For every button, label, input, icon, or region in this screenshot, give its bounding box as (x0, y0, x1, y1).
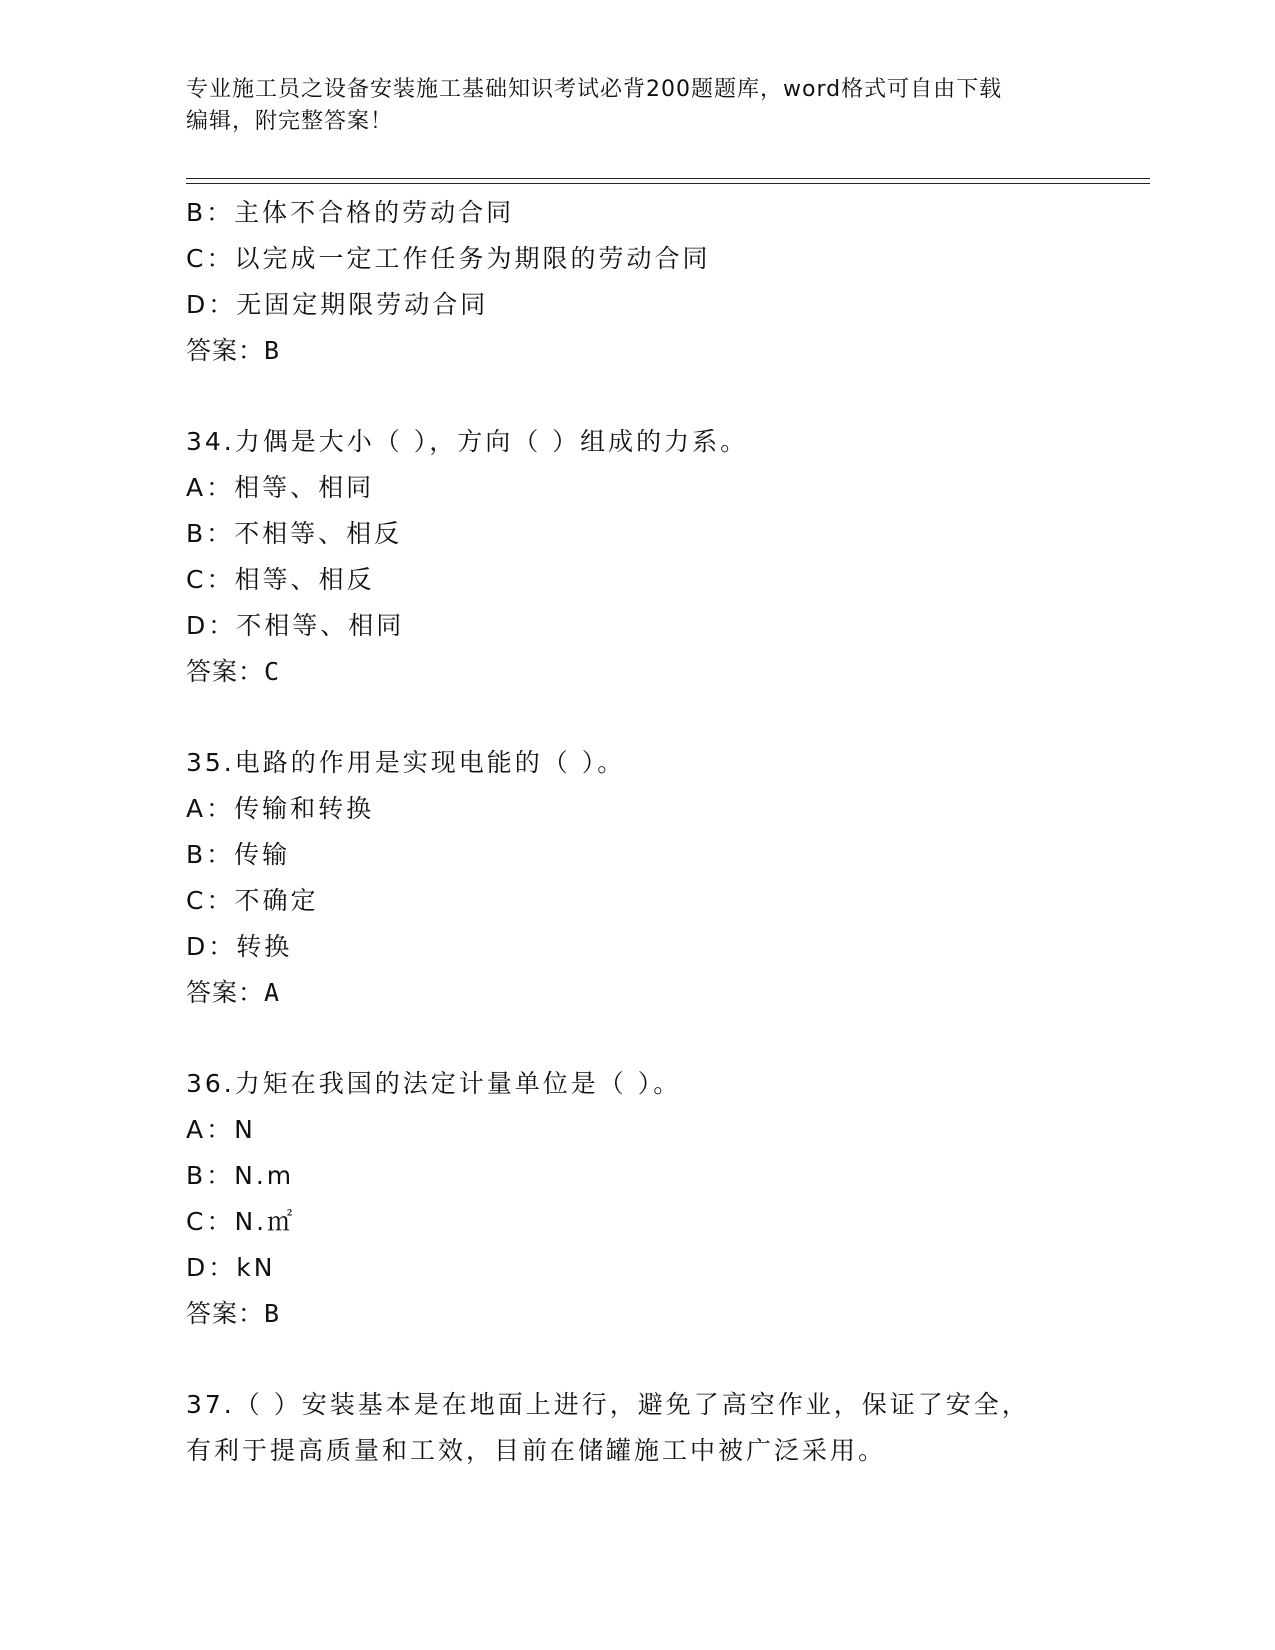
header-title-line-2: 编辑，附完整答案！ (186, 109, 394, 134)
answer-line: 答案：B (186, 336, 281, 365)
spacer (186, 374, 1146, 419)
option-c: C：不确定 (186, 886, 319, 915)
option-b: B：主体不合格的劳动合同 (186, 198, 515, 227)
option-c: C：以完成一定工作任务为期限的劳动合同 (186, 244, 711, 273)
question-stem-line-1: 37.（ ）安装基本是在地面上进行，避免了高空作业，保证了安全， (186, 1390, 1030, 1419)
option-b: B：N.m (186, 1161, 295, 1190)
header-title-line-1: 专业施工员之设备安装施工基础知识考试必背200题题库，word格式可自由下载 (186, 77, 1003, 102)
option-b: B：不相等、相反 (186, 519, 403, 548)
spacer (186, 1016, 1146, 1061)
question-stem: 35.电路的作用是实现电能的（ ）。 (186, 748, 626, 777)
question-36 (186, 1061, 1146, 1337)
question-37 (186, 1382, 1146, 1474)
header-rule-top (186, 178, 1150, 179)
question-stem: 34.力偶是大小（ ），方向（ ）组成的力系。 (186, 427, 749, 456)
spacer (186, 1337, 1146, 1382)
option-a: A：相等、相同 (186, 473, 375, 502)
option-d: D：kN (186, 1253, 276, 1282)
question-33-continued (186, 190, 1146, 374)
option-a: A：传输和转换 (186, 794, 375, 823)
document-header (186, 74, 1086, 138)
option-d: D：无固定期限劳动合同 (186, 290, 489, 319)
option-c: C：相等、相反 (186, 565, 375, 594)
answer-line: 答案：C (186, 657, 281, 686)
question-34 (186, 419, 1146, 695)
spacer (186, 695, 1146, 740)
question-list (186, 190, 1146, 1474)
question-stem-line-2: 有利于提高质量和工效，目前在储罐施工中被广泛采用。 (186, 1436, 887, 1465)
question-stem: 36.力矩在我国的法定计量单位是（ ）。 (186, 1069, 682, 1098)
option-d: D：不相等、相同 (186, 611, 405, 640)
option-a: A：N (186, 1115, 256, 1144)
answer-line: 答案：A (186, 978, 281, 1007)
header-rule-bottom (186, 183, 1150, 184)
question-35 (186, 740, 1146, 1016)
option-b: B：传输 (186, 840, 291, 869)
answer-line: 答案：B (186, 1299, 281, 1328)
option-c: C：N.㎡ (186, 1207, 296, 1236)
option-d: D：转换 (186, 932, 293, 961)
